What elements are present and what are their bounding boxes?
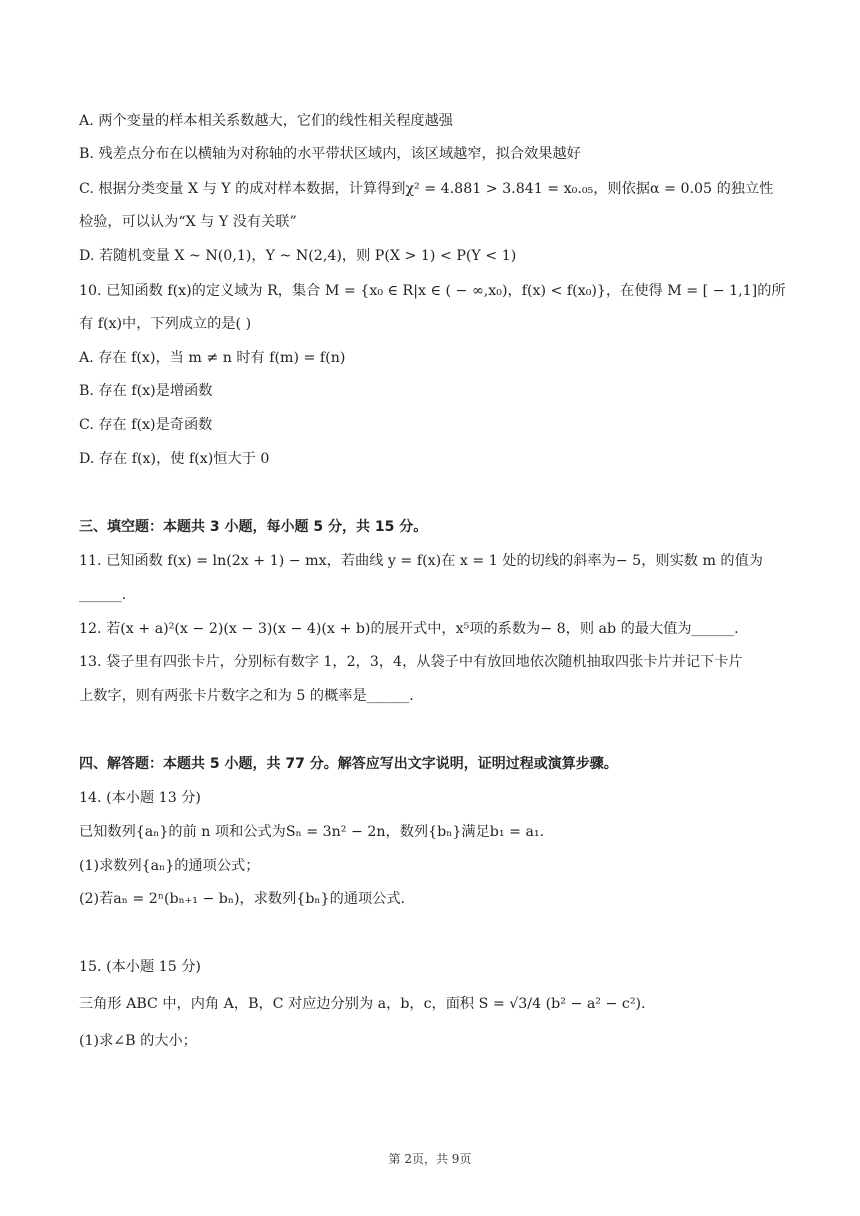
question-10-line2: 有 f(x)中，下列成立的是( ) <box>79 316 252 332</box>
option-d-q10: D. 存在 f(x)，使 f(x)恒大于 0 <box>79 451 270 467</box>
question-11-line2: ______. <box>79 587 127 603</box>
question-12: 12. 若(x + a)²(x − 2)(x − 3)(x − 4)(x + b)的展开式中，x⁵项的系数为− 8，则 ab 的最大值为______. <box>79 621 739 637</box>
question-10-line1: 10. 已知函数 f(x)的定义域为 R，集合 M = {x₀ ∈ R|x ∈ ( − ∞,x₀)，f(x) < f(x₀)}，在使得 M = [ − 1,1]的所 <box>79 283 786 299</box>
question-15-header: 15. (本小题 15 分) <box>79 959 201 975</box>
section-heading-solutions: 四、解答题：本题共 5 小题，共 77 分。解答应写出文字说明，证明过程或演算步骤。 <box>79 756 618 772</box>
section-heading-fill-in: 三、填空题：本题共 3 小题，每小题 5 分，共 15 分。 <box>79 519 428 535</box>
question-14-header: 14. (本小题 13 分) <box>79 790 201 806</box>
option-a-q10: A. 存在 f(x)，当 m ≠ n 时有 f(m) = f(n) <box>79 350 346 366</box>
option-a-q9: A. 两个变量的样本相关系数越大，它们的线性相关程度越强 <box>79 113 453 129</box>
question-11-line1: 11. 已知函数 f(x) = ln(2x + 1) − mx，若曲线 y = f(x)在 x = 1 处的切线的斜率为− 5，则实数 m 的值为 <box>79 553 763 569</box>
question-15-part1: (1)求∠B 的大小； <box>79 1033 197 1049</box>
question-13-line2: 上数字，则有两张卡片数字之和为 5 的概率是______. <box>79 688 414 704</box>
option-b-q9: B. 残差点分布在以横轴为对称轴的水平带状区域内，该区域越窄，拟合效果越好 <box>79 146 581 162</box>
page-footer: 第 2页，共 9页 <box>388 1152 472 1166</box>
question-13-line1: 13. 袋子里有四张卡片，分别标有数字 1，2，3，4，从袋子中有放回地依次随机抽取四张卡片并记下卡片 <box>79 654 743 670</box>
option-c-q9-line2: 检验，可以认为“X 与 Y 没有关联” <box>79 214 297 230</box>
option-c-q10: C. 存在 f(x)是奇函数 <box>79 417 213 433</box>
question-14-part1: (1)求数列{aₙ}的通项公式； <box>79 858 260 874</box>
question-14-statement: 已知数列{aₙ}的前 n 项和公式为Sₙ = 3n² − 2n，数列{bₙ}满足b₁ = a₁. <box>79 824 545 840</box>
option-c-q9-line1: C. 根据分类变量 X 与 Y 的成对样本数据，计算得到χ² = 4.881 > 3.841 = x₀.₀₅，则依据α = 0.05 的独立性 <box>79 181 774 197</box>
question-14-part2: (2)若aₙ = 2ⁿ(bₙ₊₁ − bₙ)，求数列{bₙ}的通项公式. <box>79 891 406 907</box>
option-d-q9: D. 若随机变量 X ~ N(0,1)，Y ~ N(2,4)，则 P(X > 1) < P(Y < 1) <box>79 248 517 264</box>
question-15-statement: 三角形 ABC 中，内角 A，B，C 对应边分别为 a，b，c，面积 S = √3/4 (b² − a² − c²). <box>79 996 646 1012</box>
option-b-q10: B. 存在 f(x)是增函数 <box>79 383 213 399</box>
